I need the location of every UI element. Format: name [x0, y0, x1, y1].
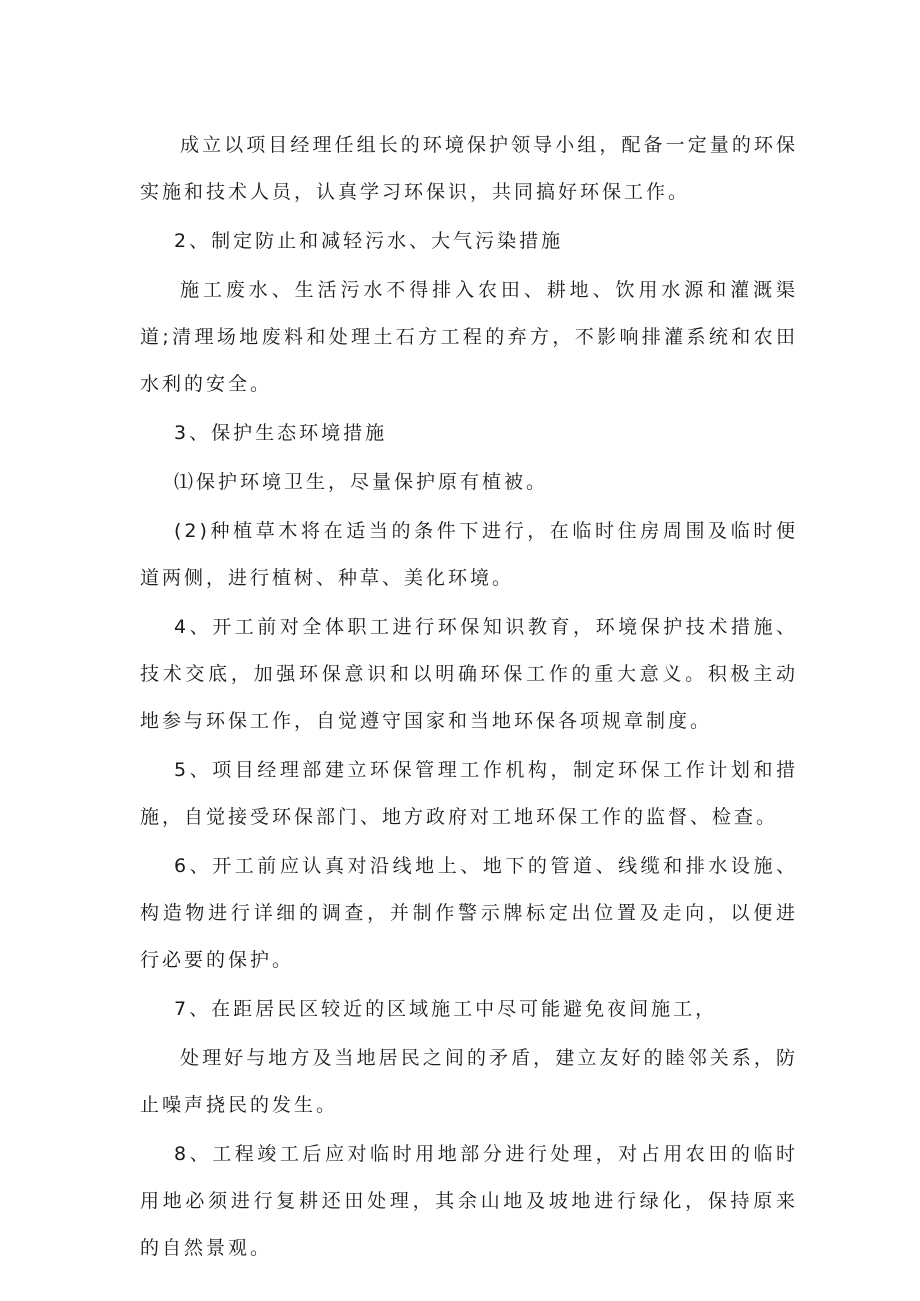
paragraph-residents: 处理好与地方及当地居民之间的矛盾，建立友好的睦邻关系，防止噪声挠民的发生。: [140, 1047, 798, 1116]
heading-night-work: 7、在距居民区较近的区域施工中尽可能避免夜间施工，: [174, 998, 718, 1020]
paragraph-vegetation: ⑴保护环境卫生，尽量保护原有植被。: [174, 471, 549, 493]
paragraph-education: 4、开工前对全体职工进行环保知识教育，环境保护技术措施、技术交底，加强环保意识和以明确环保工作的重大意义。积极主动地参与环保工作，自觉遵守国家和当地环保各项规章制度。: [140, 616, 798, 732]
paragraph-management: 5、项目经理部建立环保管理工作机构，制定环保工作计划和措施，自觉接受环保部门、地方政府对工地环保工作的监督、检查。: [140, 759, 798, 828]
heading-pollution-measures: 2、制定防止和减轻污水、大气污染措施: [174, 230, 564, 252]
paragraph-leadership-group: 成立以项目经理任组长的环境保护领导小组，配备一定量的环保实施和技术人员，认真学习环保识，共同搞好环保工作。: [140, 134, 798, 203]
heading-ecology-measures: 3、保护生态环境措施: [174, 422, 388, 444]
paragraph-land-restoration: 8、工程竣工后应对临时用地部分进行处理，对占用农田的临时用地必须进行复耕还田处理，其余山地及坡地进行绿化，保持原来的自然景观。: [140, 1143, 798, 1259]
paragraph-planting: (2)种植草木将在适当的条件下进行，在临时住房周围及临时便道两侧，进行植树、种草、美化环境。: [140, 520, 798, 589]
paragraph-wastewater: 施工废水、生活污水不得排入农田、耕地、饮用水源和灌溉渠道;清理场地废料和处理土石方工程的弃方，不影响排灌系统和农田水利的安全。: [140, 279, 798, 395]
paragraph-survey: 6、开工前应认真对沿线地上、地下的管道、线缆和排水设施、构造物进行详细的调查，并制作警示牌标定出位置及走向，以便进行必要的保护。: [140, 855, 798, 971]
